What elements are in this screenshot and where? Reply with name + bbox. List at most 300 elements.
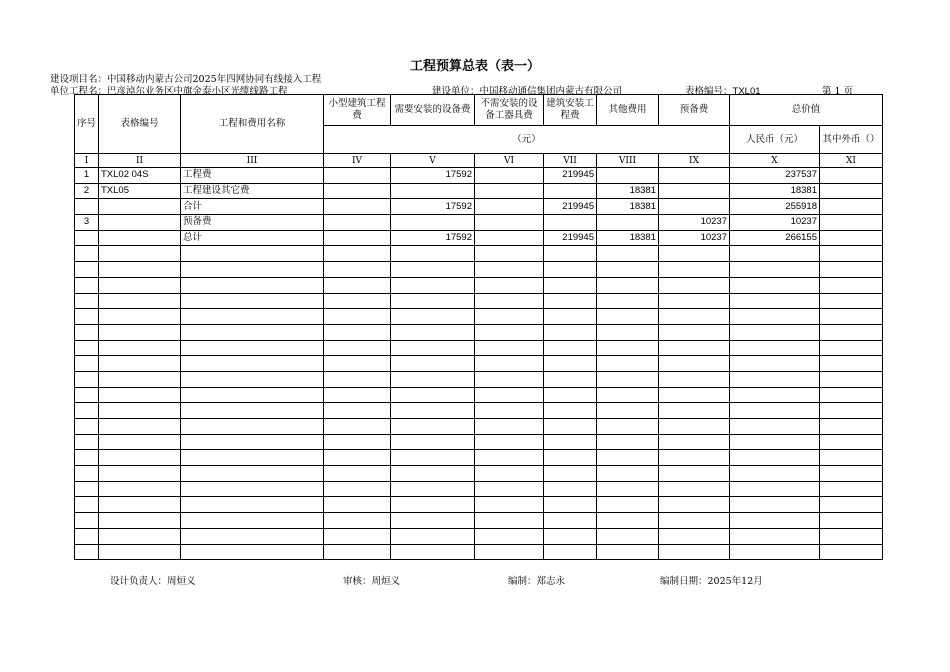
empty-cell: [99, 403, 181, 419]
empty-cell: [544, 450, 597, 466]
empty-cell: [730, 324, 820, 340]
empty-cell: [820, 419, 883, 435]
empty-cell: [99, 371, 181, 387]
empty-cell: [324, 466, 391, 482]
empty-cell: [75, 513, 99, 529]
row-build-install: [544, 215, 597, 231]
roman-numeral: X: [730, 154, 820, 168]
empty-cell: [597, 466, 659, 482]
empty-cell: [391, 466, 475, 482]
empty-cell: [475, 371, 544, 387]
row-reserve: 10237: [659, 215, 730, 231]
empty-cell: [181, 324, 324, 340]
row-equip-install: [391, 183, 475, 199]
empty-cell: [181, 356, 324, 372]
row-equip-no-install: [475, 168, 544, 184]
empty-cell: [730, 450, 820, 466]
empty-cell: [475, 387, 544, 403]
row-small-building: [324, 215, 391, 231]
empty-cell: [324, 544, 391, 560]
empty-cell: [597, 371, 659, 387]
empty-cell: [820, 262, 883, 278]
empty-cell: [597, 481, 659, 497]
empty-cell: [597, 403, 659, 419]
empty-cell: [391, 497, 475, 513]
empty-cell: [544, 497, 597, 513]
empty-cell: [597, 309, 659, 325]
empty-cell: [544, 403, 597, 419]
empty-cell: [820, 481, 883, 497]
empty-cell: [391, 434, 475, 450]
empty-cell: [324, 419, 391, 435]
empty-cell: [75, 387, 99, 403]
empty-cell: [75, 324, 99, 340]
empty-cell: [99, 356, 181, 372]
empty-row: [75, 262, 883, 278]
empty-cell: [181, 340, 324, 356]
row-total-foreign: [820, 230, 883, 246]
empty-cell: [659, 466, 730, 482]
empty-cell: [475, 528, 544, 544]
project-name-value: 中国移动内蒙古公司2025年四网协同有线接入工程: [107, 74, 322, 85]
empty-cell: [659, 277, 730, 293]
empty-cell: [820, 371, 883, 387]
row-other: 18381: [597, 183, 659, 199]
empty-cell: [544, 356, 597, 372]
header-form-code: 表格编号: [99, 95, 181, 154]
empty-cell: [75, 246, 99, 262]
empty-cell: [475, 309, 544, 325]
empty-cell: [544, 277, 597, 293]
empty-cell: [181, 481, 324, 497]
empty-row: [75, 277, 883, 293]
empty-row: [75, 513, 883, 529]
empty-cell: [597, 293, 659, 309]
page-title: 工程预算总表（表一）: [409, 59, 540, 74]
row-equip-no-install: [475, 230, 544, 246]
empty-cell: [324, 387, 391, 403]
empty-cell: [475, 450, 544, 466]
empty-cell: [391, 246, 475, 262]
empty-cell: [820, 277, 883, 293]
builder-value: 中国移动通信集团内蒙古有限公司: [479, 86, 623, 97]
row-other: [597, 168, 659, 184]
empty-cell: [99, 293, 181, 309]
empty-cell: [659, 246, 730, 262]
empty-row: [75, 497, 883, 513]
empty-cell: [597, 497, 659, 513]
empty-cell: [475, 497, 544, 513]
empty-row: [75, 544, 883, 560]
empty-cell: [820, 434, 883, 450]
empty-cell: [597, 246, 659, 262]
empty-cell: [597, 434, 659, 450]
empty-cell: [820, 340, 883, 356]
empty-cell: [181, 293, 324, 309]
empty-cell: [730, 403, 820, 419]
unit-project-label: 单位工程名：: [50, 86, 108, 97]
empty-cell: [659, 419, 730, 435]
empty-cell: [820, 528, 883, 544]
empty-cell: [597, 277, 659, 293]
empty-cell: [659, 481, 730, 497]
header-foreign: 其中外币（）: [820, 126, 883, 154]
empty-cell: [75, 481, 99, 497]
row-small-building: [324, 168, 391, 184]
empty-cell: [820, 544, 883, 560]
empty-cell: [475, 544, 544, 560]
empty-cell: [730, 497, 820, 513]
row-other: 18381: [597, 199, 659, 215]
form-number-value: TXL01: [732, 86, 761, 97]
header-unit: （元）: [324, 126, 730, 154]
empty-cell: [475, 356, 544, 372]
row-other: [597, 215, 659, 231]
row-other: 18381: [597, 230, 659, 246]
empty-cell: [597, 262, 659, 278]
empty-cell: [324, 277, 391, 293]
empty-cell: [544, 387, 597, 403]
empty-cell: [181, 497, 324, 513]
empty-cell: [475, 340, 544, 356]
empty-cell: [544, 371, 597, 387]
empty-cell: [597, 324, 659, 340]
empty-cell: [659, 262, 730, 278]
roman-numeral: IX: [659, 154, 730, 168]
empty-cell: [730, 340, 820, 356]
row-seq: 2: [75, 183, 99, 199]
roman-numeral: VI: [475, 154, 544, 168]
row-total-foreign: [820, 199, 883, 215]
row-form-code: [99, 230, 181, 246]
empty-cell: [99, 466, 181, 482]
empty-cell: [659, 293, 730, 309]
empty-cell: [730, 481, 820, 497]
empty-cell: [730, 387, 820, 403]
empty-cell: [391, 387, 475, 403]
empty-cell: [324, 481, 391, 497]
empty-cell: [475, 513, 544, 529]
roman-numeral: V: [391, 154, 475, 168]
empty-cell: [391, 450, 475, 466]
empty-cell: [324, 371, 391, 387]
data-rows: [75, 168, 883, 560]
empty-cell: [99, 544, 181, 560]
empty-cell: [820, 293, 883, 309]
header-other: 其他费用: [597, 95, 659, 126]
empty-cell: [544, 246, 597, 262]
empty-row: [75, 450, 883, 466]
empty-cell: [75, 309, 99, 325]
empty-cell: [75, 528, 99, 544]
empty-cell: [659, 513, 730, 529]
empty-cell: [544, 528, 597, 544]
empty-cell: [99, 419, 181, 435]
roman-numeral: I: [75, 154, 99, 168]
row-reserve: 10237: [659, 230, 730, 246]
row-equip-install: [391, 215, 475, 231]
empty-cell: [99, 497, 181, 513]
empty-cell: [730, 293, 820, 309]
empty-cell: [544, 481, 597, 497]
row-total-foreign: [820, 215, 883, 231]
empty-cell: [99, 309, 181, 325]
empty-cell: [181, 528, 324, 544]
empty-cell: [820, 356, 883, 372]
empty-cell: [181, 246, 324, 262]
empty-cell: [544, 309, 597, 325]
row-seq: [75, 199, 99, 215]
budget-table: [74, 94, 883, 560]
empty-cell: [475, 466, 544, 482]
header-small-building: 小型建筑工程费: [324, 95, 391, 126]
row-seq: 1: [75, 168, 99, 184]
row-form-code: TXL02 04S: [99, 168, 181, 184]
empty-row: [75, 466, 883, 482]
empty-cell: [181, 419, 324, 435]
empty-row: [75, 293, 883, 309]
empty-cell: [730, 262, 820, 278]
empty-cell: [99, 277, 181, 293]
row-total-rmb: 266155: [730, 230, 820, 246]
empty-cell: [181, 262, 324, 278]
empty-cell: [730, 356, 820, 372]
roman-numeral: VII: [544, 154, 597, 168]
row-form-code: [99, 215, 181, 231]
empty-cell: [475, 262, 544, 278]
empty-cell: [597, 450, 659, 466]
empty-cell: [99, 324, 181, 340]
empty-cell: [75, 293, 99, 309]
table-row: [75, 230, 883, 246]
empty-cell: [99, 246, 181, 262]
row-small-building: [324, 183, 391, 199]
empty-cell: [597, 513, 659, 529]
empty-cell: [659, 309, 730, 325]
empty-cell: [659, 450, 730, 466]
empty-cell: [391, 340, 475, 356]
empty-cell: [597, 340, 659, 356]
empty-row: [75, 419, 883, 435]
empty-cell: [75, 419, 99, 435]
empty-cell: [820, 403, 883, 419]
empty-cell: [730, 544, 820, 560]
row-equip-install: 17592: [391, 168, 475, 184]
row-form-code: [99, 199, 181, 215]
empty-cell: [324, 450, 391, 466]
row-equip-no-install: [475, 215, 544, 231]
empty-cell: [659, 497, 730, 513]
row-small-building: [324, 199, 391, 215]
empty-cell: [475, 434, 544, 450]
empty-cell: [475, 481, 544, 497]
empty-cell: [820, 450, 883, 466]
empty-cell: [730, 513, 820, 529]
empty-cell: [730, 277, 820, 293]
empty-row: [75, 403, 883, 419]
table-row: [75, 183, 883, 199]
empty-cell: [730, 528, 820, 544]
empty-cell: [659, 340, 730, 356]
empty-cell: [181, 466, 324, 482]
empty-cell: [391, 309, 475, 325]
empty-cell: [597, 419, 659, 435]
empty-cell: [475, 246, 544, 262]
empty-cell: [544, 434, 597, 450]
empty-cell: [324, 513, 391, 529]
header-reserve: 预备费: [659, 95, 730, 126]
empty-cell: [391, 481, 475, 497]
empty-cell: [391, 293, 475, 309]
empty-row: [75, 387, 883, 403]
empty-cell: [75, 262, 99, 278]
header-item-name: 工程和费用名称: [181, 95, 324, 154]
empty-cell: [730, 434, 820, 450]
empty-cell: [730, 466, 820, 482]
empty-cell: [181, 371, 324, 387]
empty-cell: [181, 434, 324, 450]
empty-cell: [324, 528, 391, 544]
empty-cell: [181, 387, 324, 403]
empty-cell: [659, 387, 730, 403]
row-small-building: [324, 230, 391, 246]
empty-cell: [820, 246, 883, 262]
row-total-rmb: 10237: [730, 215, 820, 231]
footer-designer: 设计负责人：周烜义: [110, 576, 196, 587]
empty-row: [75, 246, 883, 262]
header-rmb: 人民币（元）: [730, 126, 820, 154]
footer-reviewer: 审核：周烜义: [343, 576, 401, 587]
header-row-1: [75, 95, 883, 126]
empty-cell: [181, 309, 324, 325]
row-reserve: [659, 168, 730, 184]
empty-cell: [475, 403, 544, 419]
row-total-rmb: 255918: [730, 199, 820, 215]
row-equip-install: 17592: [391, 199, 475, 215]
header-build-install: 建筑安装工程费: [544, 95, 597, 126]
empty-cell: [544, 466, 597, 482]
empty-cell: [75, 450, 99, 466]
empty-cell: [820, 513, 883, 529]
row-build-install: 219945: [544, 199, 597, 215]
empty-cell: [99, 513, 181, 529]
empty-cell: [324, 293, 391, 309]
empty-cell: [544, 340, 597, 356]
footer-compiler: 编制：郑志永: [508, 576, 566, 587]
empty-cell: [544, 262, 597, 278]
row-item-name: 总计: [181, 230, 324, 246]
row-equip-no-install: [475, 199, 544, 215]
empty-cell: [544, 419, 597, 435]
empty-cell: [659, 544, 730, 560]
row-total-foreign: [820, 183, 883, 199]
empty-cell: [391, 528, 475, 544]
empty-cell: [475, 277, 544, 293]
empty-cell: [75, 544, 99, 560]
row-item-name: 预备费: [181, 215, 324, 231]
empty-row: [75, 371, 883, 387]
row-item-name: 工程建设其它费: [181, 183, 324, 199]
row-equip-install: 17592: [391, 230, 475, 246]
table-row: [75, 168, 883, 184]
empty-cell: [181, 544, 324, 560]
empty-cell: [820, 309, 883, 325]
empty-row: [75, 528, 883, 544]
empty-cell: [820, 387, 883, 403]
empty-cell: [391, 277, 475, 293]
empty-cell: [391, 544, 475, 560]
empty-cell: [659, 403, 730, 419]
empty-cell: [544, 293, 597, 309]
row-reserve: [659, 183, 730, 199]
empty-cell: [475, 293, 544, 309]
empty-cell: [75, 403, 99, 419]
row-item-name: 合计: [181, 199, 324, 215]
form-number-label: 表格编号：: [685, 86, 733, 97]
row-item-name: 工程费: [181, 168, 324, 184]
footer-date: 编制日期：2025年12月: [660, 576, 763, 587]
empty-cell: [820, 497, 883, 513]
empty-cell: [324, 262, 391, 278]
empty-cell: [181, 450, 324, 466]
empty-cell: [659, 434, 730, 450]
row-total-foreign: [820, 168, 883, 184]
empty-cell: [99, 481, 181, 497]
project-name-label: 建设项目名：: [50, 74, 108, 85]
empty-cell: [659, 528, 730, 544]
empty-cell: [597, 544, 659, 560]
row-build-install: 219945: [544, 230, 597, 246]
empty-cell: [99, 450, 181, 466]
empty-row: [75, 324, 883, 340]
empty-cell: [391, 513, 475, 529]
table-row: [75, 199, 883, 215]
empty-cell: [324, 309, 391, 325]
row-total-rmb: 237537: [730, 168, 820, 184]
roman-numeral-row: [75, 154, 883, 168]
empty-cell: [391, 371, 475, 387]
empty-cell: [659, 356, 730, 372]
empty-row: [75, 309, 883, 325]
empty-cell: [324, 403, 391, 419]
row-form-code: TXL05: [99, 183, 181, 199]
empty-cell: [181, 403, 324, 419]
roman-numeral: VIII: [597, 154, 659, 168]
builder-label: 建设单位：: [432, 86, 480, 97]
empty-cell: [475, 324, 544, 340]
empty-cell: [391, 356, 475, 372]
page-number: 第 1 页: [822, 86, 854, 97]
empty-cell: [75, 466, 99, 482]
roman-numeral: IV: [324, 154, 391, 168]
row-build-install: 219945: [544, 168, 597, 184]
empty-cell: [544, 544, 597, 560]
empty-row: [75, 340, 883, 356]
empty-cell: [324, 497, 391, 513]
empty-cell: [597, 356, 659, 372]
header-seq: 序号: [75, 95, 99, 154]
empty-row: [75, 434, 883, 450]
empty-cell: [391, 262, 475, 278]
empty-cell: [324, 246, 391, 262]
roman-numeral: III: [181, 154, 324, 168]
empty-cell: [730, 309, 820, 325]
header-equip-no-install: 不需安装的设备工器具费: [475, 95, 544, 126]
empty-cell: [391, 403, 475, 419]
empty-row: [75, 356, 883, 372]
empty-cell: [99, 340, 181, 356]
roman-numeral: XI: [820, 154, 883, 168]
